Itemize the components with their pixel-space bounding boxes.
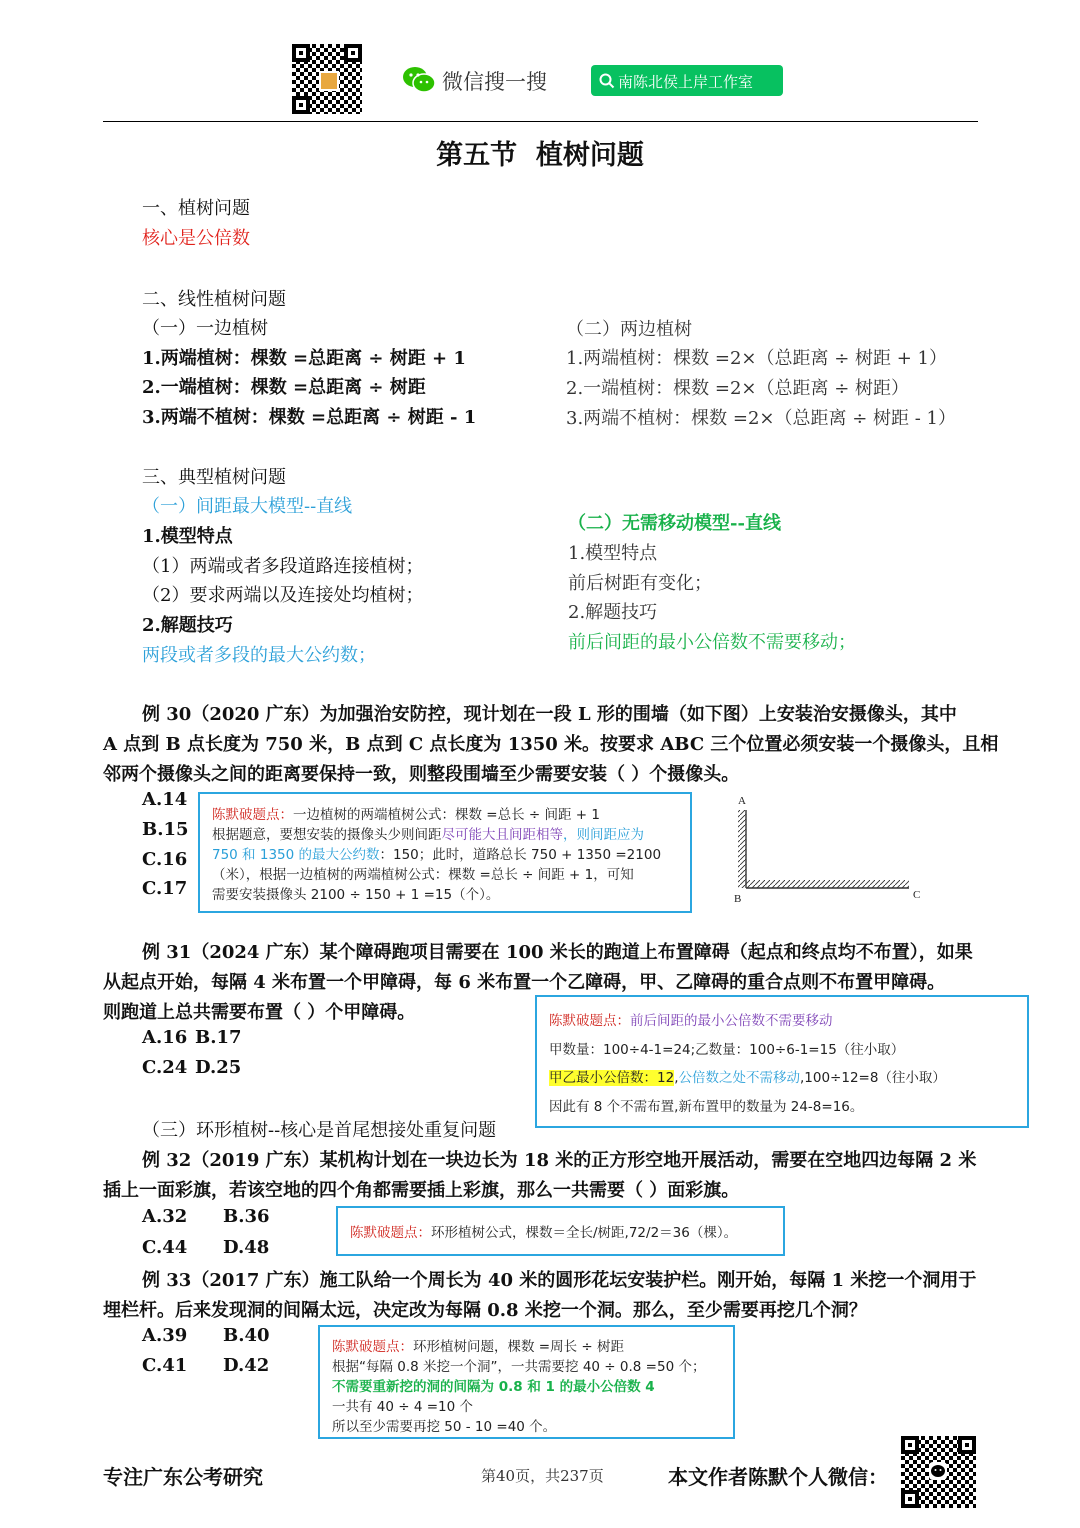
ex33-hint-box (318, 1325, 735, 1439)
ex31-hint-line-3b: , (674, 1070, 679, 1086)
ex30-hint-line-3b: ：150；此时，道路总长 750 + 1350 =2100 (379, 847, 662, 863)
ex33-option-c: C.41 (142, 1355, 188, 1376)
two-side-title: （二）两边植树 (566, 319, 692, 340)
ex30-hint-line-2c: ，则间距应为 (563, 827, 644, 843)
section-2-title: 二、线性植树问题 (142, 289, 286, 310)
ex33-hint-label: 陈默破题点： (332, 1339, 413, 1355)
one-side-line-1: 1.两端植树：棵数 =总距离 ÷ 树距 + 1 (142, 348, 466, 369)
qr-code-image (292, 44, 362, 114)
ex31-hint-box (535, 995, 1029, 1128)
ex30-option-a: A.14 (142, 789, 188, 810)
ex31-option-d: D.25 (195, 1057, 242, 1078)
ex31-option-b: B.17 (195, 1027, 242, 1048)
ex30-line-3: 邻两个摄像头之间的距离要保持一致，则整段围墙至少需要安装（ ）个摄像头。 (103, 764, 740, 785)
ex33-option-d: D.42 (223, 1355, 270, 1376)
two-side-line-3: 3.两端不植树：棵数 =2×（总距离 ÷ 树距 - 1） (566, 408, 957, 429)
ex30-hint-line-5: 需要安装摄像头 2100 ÷ 150 + 1 =15（个）。 (212, 887, 500, 903)
footer-page-number: 第40页，共237页 (481, 1467, 604, 1485)
ex30-option-c: C.16 (142, 849, 188, 870)
ex33-line-2: 埋栏杆。后来发现洞的间隔太远，决定改为每隔 0.8 米挖一个洞。那么，至少需要再挖几个洞？ (103, 1300, 867, 1321)
ex32-hint-label: 陈默破题点： (350, 1225, 431, 1241)
ex31-line-3: 则跑道上总共需要布置（ ）个甲障碍。 (103, 1002, 416, 1023)
max-spacing-tip-title: 2.解题技巧 (142, 615, 233, 636)
ex32-option-d: D.48 (223, 1237, 270, 1258)
ex31-hint-line-3a: 甲乙最小公倍数：12 (549, 1070, 675, 1086)
ex33-hint-line-4: 一共有 40 ÷ 4 =10 个 (332, 1399, 474, 1415)
wechat-search-label: 微信搜一搜 (442, 70, 547, 94)
header-divider (103, 121, 978, 122)
ex30-line-1: 例 30（2020 广东）为加强治安防控，现计划在一段 L 形的围墙（如下图）上安装治安摄像头，其中 (142, 704, 957, 725)
ex30-option-b: B.15 (142, 819, 189, 840)
ex31-hint-line-3d: ,100÷12=8（往小取） (799, 1070, 946, 1086)
no-move-feature-title: 1.模型特点 (568, 543, 658, 564)
max-spacing-feature-1: （1）两端或者多段道路连接植树； (142, 556, 424, 577)
two-side-line-1: 1.两端植树：棵数 =2×（总距离 ÷ 树距 + 1） (566, 348, 948, 369)
ex31-option-c: C.24 (142, 1057, 188, 1078)
point-c-label: C (913, 889, 921, 901)
ex32-option-b: B.36 (223, 1206, 270, 1227)
max-spacing-title: （一）间距最大模型--直线 (142, 496, 353, 517)
point-a-label: A (738, 795, 746, 807)
one-side-line-3: 3.两端不植树：棵数 =总距离 ÷ 树距 - 1 (142, 407, 477, 428)
no-move-tip: 前后间距的最小公倍数不需要移动； (568, 632, 856, 653)
max-spacing-tip: 两段或者多段的最大公约数； (142, 645, 376, 666)
ex31-hint-line-4: 因此有 8 个不需布置,新布置甲的数量为 24-8=16。 (549, 1099, 864, 1115)
ex31-line-1: 例 31（2024 广东）某个障碍跑项目需要在 100 米长的跑道上布置障碍（起点和终点均不布置），如果 (142, 942, 973, 963)
ex31-option-a: A.16 (142, 1027, 188, 1048)
ring-planting-title: （三）环形植树--核心是首尾想接处重复问题 (142, 1120, 497, 1141)
section-3-title: 三、典型植树问题 (142, 467, 286, 488)
l-wall-figure (725, 790, 925, 910)
ex32-hint-box (336, 1206, 785, 1256)
ex33-hint-line-5: 所以至少需要再挖 50 - 10 =40 个。 (332, 1419, 557, 1435)
ex32-line-1: 例 32（2019 广东）某机构计划在一块边长为 18 米的正方形空地开展活动，需要在空地四边每隔 2 米 (142, 1150, 977, 1171)
ex32-option-a: A.32 (142, 1206, 188, 1227)
one-side-line-2: 2.一端植树：棵数 =总距离 ÷ 树距 (142, 377, 426, 398)
ex30-option-d: C.17 (142, 878, 188, 899)
ex31-hint-line-1: 前后间距的最小公倍数不需要移动 (630, 1013, 833, 1029)
ex33-hint-line-1: 环形植树问题，棵数 =周长 ÷ 树距 (413, 1339, 624, 1355)
search-icon (599, 73, 615, 89)
search-button-label: 南陈北侯上岸工作室 (618, 73, 754, 91)
ex30-hint-box (198, 792, 692, 913)
no-move-title: （二）无需移动模型--直线 (568, 513, 781, 534)
ex31-hint-line-2: 甲数量：100÷4-1=24;乙数量：100÷6-1=15（往小取） (549, 1042, 905, 1058)
wechat-logo-icon (402, 66, 436, 94)
ex30-hint-line-2b: 尽可能大且间距相等 (441, 827, 563, 843)
page-title: 第五节 植树问题 (436, 140, 644, 171)
section-1-core: 核心是公倍数 (142, 228, 250, 249)
ex30-hint-line-2a: 根据题意，要想安装的摄像头少则间距 (212, 827, 442, 843)
ex30-hint-line-4: （米），根据一边植树的两端植树公式：棵数 =总长 ÷ 间距 + 1，可知 (212, 867, 634, 883)
ex32-hint-line-1: 环形植树公式，棵数＝全长/树距,72/2＝36（棵）。 (431, 1225, 738, 1241)
search-button[interactable] (591, 65, 783, 96)
ex33-hint-line-2: 根据“每隔 0.8 米挖一个洞”，一共需要挖 40 ÷ 0.8 =50 个； (332, 1359, 706, 1375)
max-spacing-feature-2: （2）要求两端以及连接处均植树； (142, 585, 424, 606)
ex33-line-1: 例 33（2017 广东）施工队给一个周长为 40 米的圆形花坛安装护栏。刚开始，每隔 1 米挖一个洞用于 (142, 1270, 977, 1291)
two-side-line-2: 2.一端植树：棵数 =2×（总距离 ÷ 树距） (566, 378, 910, 399)
ex31-hint-line-3c: 公倍数之处不需移动 (678, 1070, 800, 1086)
point-b-label: B (734, 893, 742, 905)
footer-left: 专注广东公考研究 (103, 1465, 263, 1489)
ex33-hint-line-3: 不需要重新挖的洞的间隔为 0.8 和 1 的最小公倍数 4 (332, 1379, 655, 1395)
max-spacing-feature-title: 1.模型特点 (142, 526, 233, 547)
footer-right: 本文作者陈默个人微信： (668, 1465, 888, 1489)
no-move-feature: 前后树距有变化； (568, 573, 712, 594)
section-1-title: 一、植树问题 (142, 198, 250, 219)
ex33-option-a: A.39 (142, 1325, 188, 1346)
ex30-line-2: A 点到 B 点长度为 750 米，B 点到 C 点长度为 1350 米。按要求 ABC 三个位置必须安装一个摄像头，且相 (103, 734, 999, 755)
ex30-hint-line-1: 一边植树的两端植树公式：棵数 =总长 ÷ 间距 + 1 (293, 807, 600, 823)
ex30-hint-label: 陈默破题点： (212, 807, 293, 823)
ex32-option-c: C.44 (142, 1237, 188, 1258)
ex31-hint-label: 陈默破题点： (549, 1013, 630, 1029)
one-side-title: （一）一边植树 (142, 318, 268, 339)
ex32-line-2: 插上一面彩旗，若该空地的四个角都需要插上彩旗，那么一共需要（ ）面彩旗。 (103, 1180, 740, 1201)
no-move-tip-title: 2.解题技巧 (568, 602, 658, 623)
author-wechat-qr-code (901, 1436, 976, 1508)
ex33-option-b: B.40 (223, 1325, 270, 1346)
ex30-hint-line-3a: 750 和 1350 的最大公约数 (212, 847, 380, 863)
ex31-line-2: 从起点开始，每隔 4 米布置一个甲障碍，每 6 米布置一个乙障碍，甲、乙障碍的重合点则不布置甲障碍。 (103, 972, 946, 993)
